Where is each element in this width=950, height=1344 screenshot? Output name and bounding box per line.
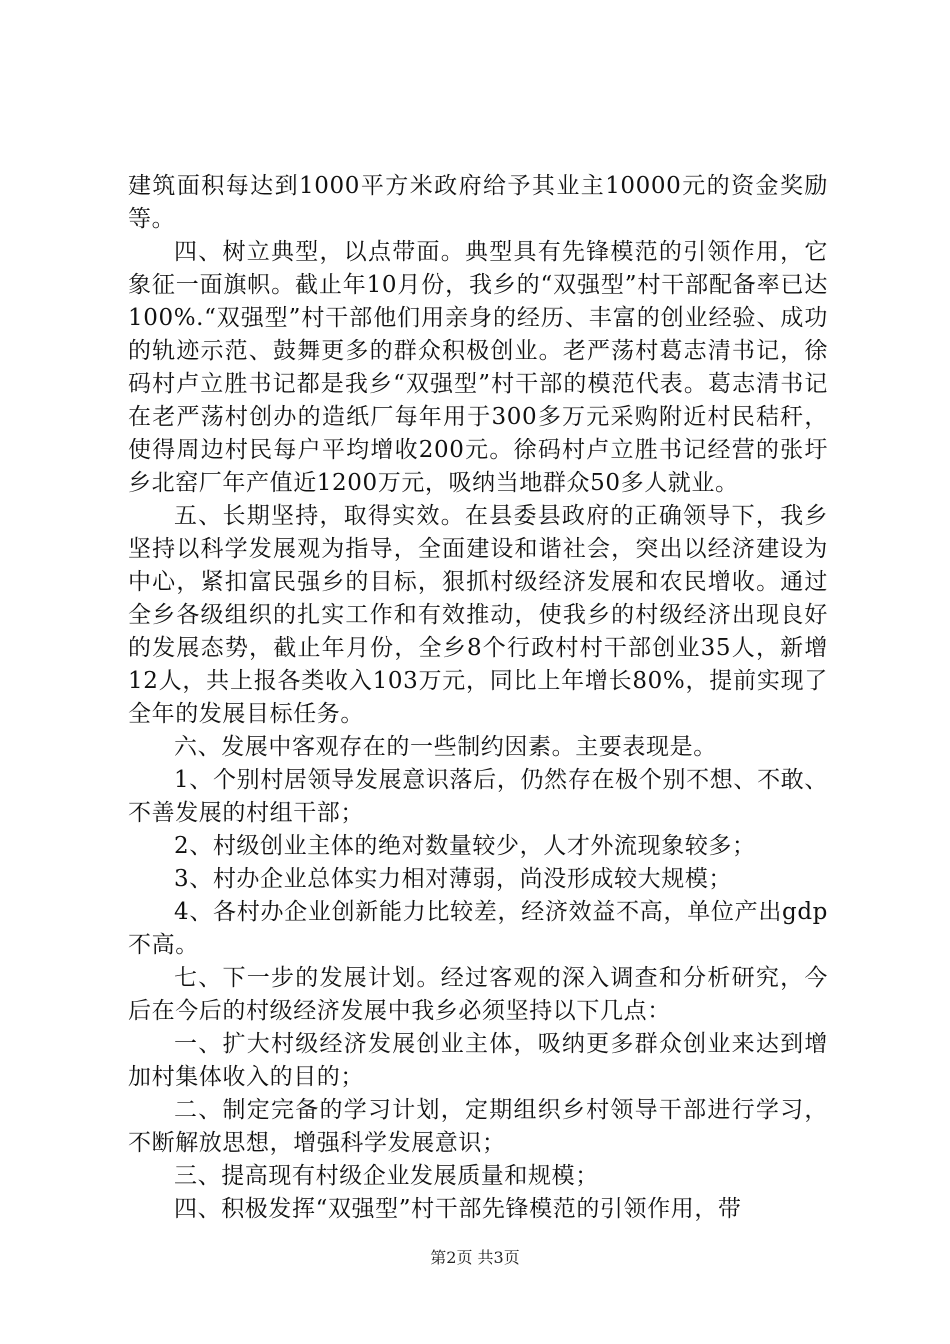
plan-item-4: 四、积极发挥“双强型”村干部先锋模范的引领作用，带 <box>174 1196 742 1222</box>
plan-item-1: 一、扩大村级经济发展创业主体，吸纳更多群众创业来达到增加村集体收入的目的； <box>128 1031 828 1090</box>
plan-item-3: 三、提高现有村级企业发展质量和规模； <box>174 1163 599 1189</box>
paragraph-section-6: 六、发展中客观存在的一些制约因素。主要表现是。 <box>174 734 717 760</box>
plan-item-2: 二、制定完备的学习计划，定期组织乡村领导干部进行学习，不断解放思想，增强科学发展意识； <box>128 1097 828 1156</box>
list-item-4: 4、各村办企业创新能力比较差，经济效益不高，单位产出gdp不高。 <box>128 899 828 958</box>
body-text <box>128 170 828 1226</box>
list-item-1: 1、个别村居领导发展意识落后，仍然存在极个别不想、不敢、不善发展的村组干部； <box>128 767 828 826</box>
list-item-3: 3、村办企业总体实力相对薄弱，尚没形成较大规模； <box>174 866 733 892</box>
paragraph-section-5: 五、长期坚持，取得实效。在县委县政府的正确领导下，我乡坚持以科学发展观为指导，全面建设和谐社会，突出以经济建设为中心，紧扣富民强乡的目标，狠抓村级经济发展和农民增收。通过全乡各级组织的扎实工作和有效推动，使我乡的村级经济出现良好的发展态势，截止年月份，全乡8个行政村村干部创业35人，新增12人，共上报各类收入103万元，同比上年增长80%，提前实现了全年的发展目标任务。 <box>128 503 828 727</box>
paragraph-section-4: 四、树立典型，以点带面。典型具有先锋模范的引领作用，它象征一面旗帜。截止年10月份，我乡的“双强型”村干部配备率已达100%.“双强型”村干部他们用亲身的经历、丰富的创业经验、成功的轨迹示范、鼓舞更多的群众积极创业。老严荡村葛志清书记，徐码村卢立胜书记都是我乡“双强型”村干部的模范代表。葛志清书记在老严荡村创办的造纸厂每年用于300多万元采购附近村民秸秆，使得周边村民每户平均增收200元。徐码村卢立胜书记经营的张圩乡北窑厂年产值近1200万元，吸纳当地群众50多人就业。 <box>128 239 828 496</box>
list-item-2: 2、村级创业主体的绝对数量较少，人才外流现象较多； <box>174 833 756 859</box>
paragraph-continuation: 建筑面积每达到1000平方米政府给予其业主10000元的资金奖励等。 <box>128 173 828 232</box>
page-number-footer: 第2页 共3页 <box>430 1248 520 1267</box>
paragraph-section-7: 七、下一步的发展计划。经过客观的深入调查和分析研究，今后在今后的村级经济发展中我乡必须坚持以下几点： <box>128 965 828 1024</box>
